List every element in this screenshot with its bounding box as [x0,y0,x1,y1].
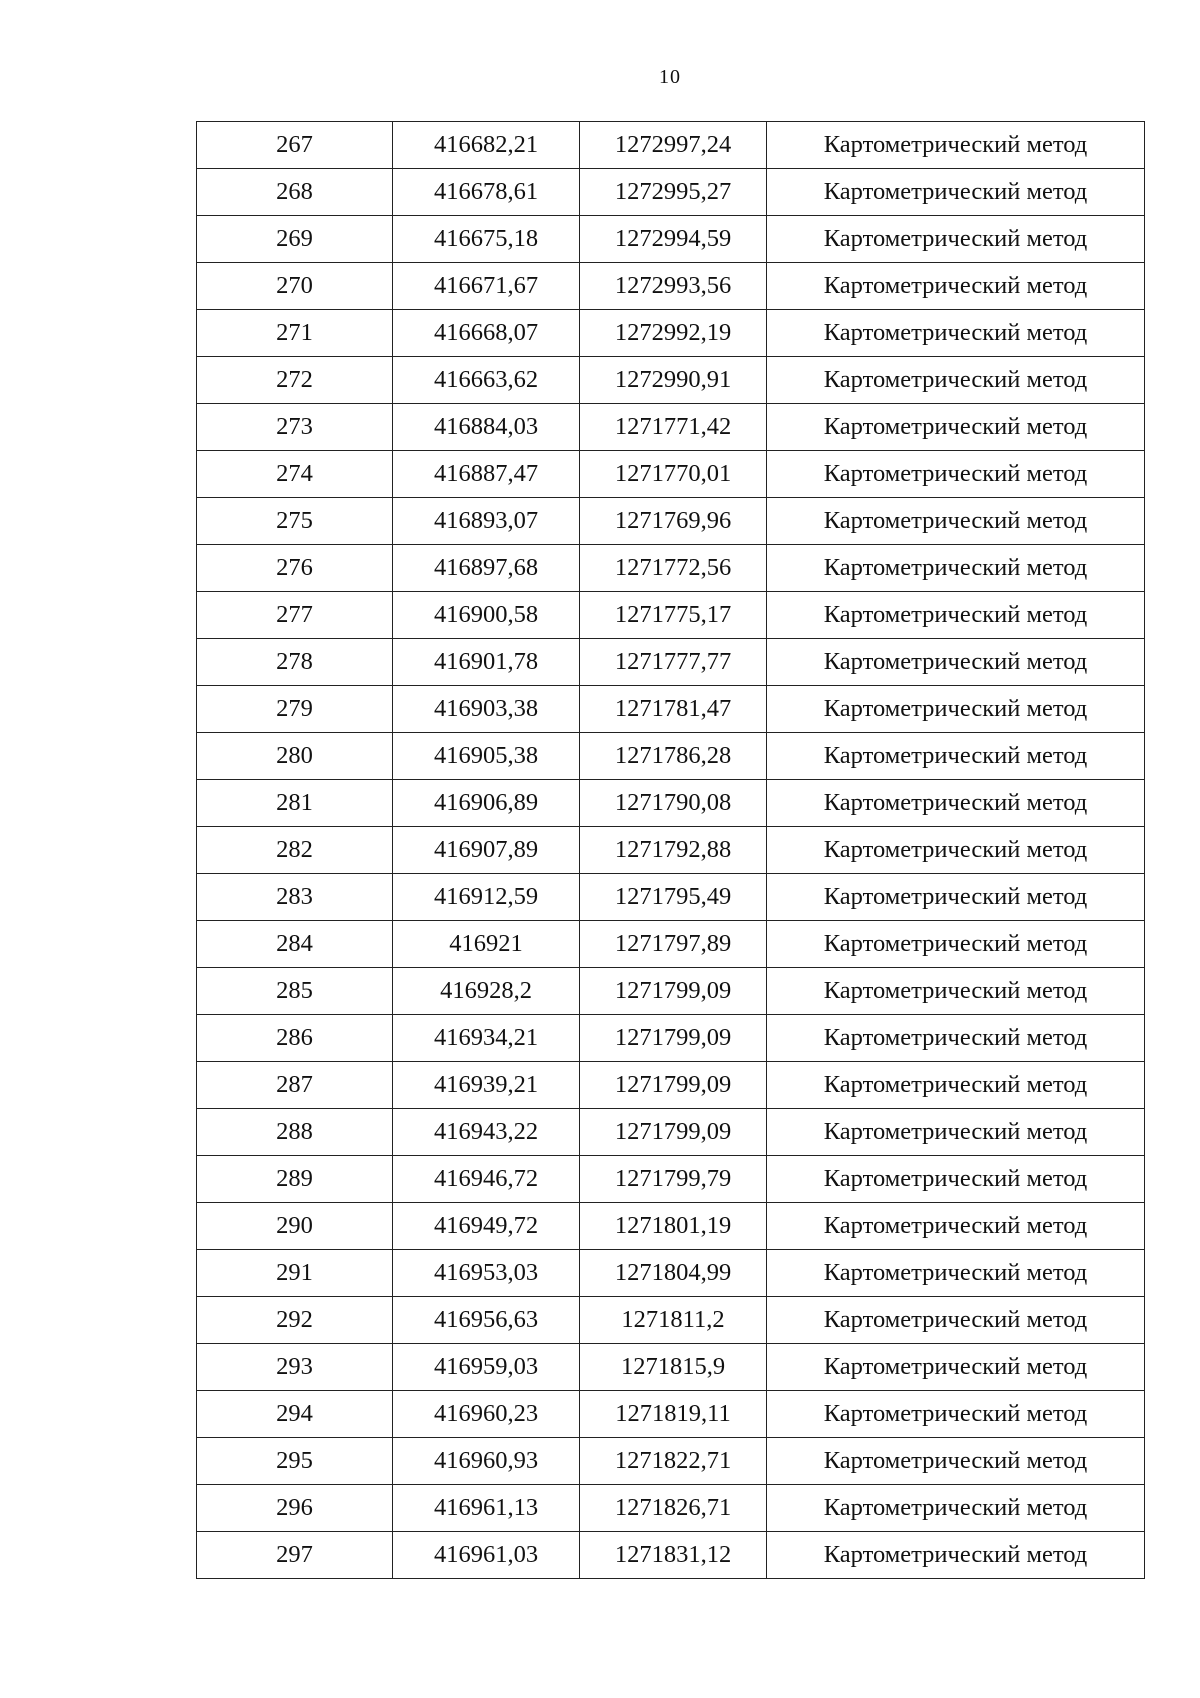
y-coordinate-cell: 1271799,09 [580,968,767,1015]
x-coordinate-cell: 416663,62 [393,357,580,404]
method-cell: Картометрический метод [767,263,1145,310]
point-number-cell: 281 [197,780,393,827]
x-coordinate-cell: 416905,38 [393,733,580,780]
x-coordinate-cell: 416953,03 [393,1250,580,1297]
point-number-cell: 290 [197,1203,393,1250]
x-coordinate-cell: 416675,18 [393,216,580,263]
x-coordinate-cell: 416934,21 [393,1015,580,1062]
y-coordinate-cell: 1271772,56 [580,545,767,592]
y-coordinate-cell: 1271799,09 [580,1062,767,1109]
y-coordinate-cell: 1271815,9 [580,1344,767,1391]
x-coordinate-cell: 416907,89 [393,827,580,874]
method-cell: Картометрический метод [767,216,1145,263]
x-coordinate-cell: 416887,47 [393,451,580,498]
method-cell: Картометрический метод [767,733,1145,780]
y-coordinate-cell: 1271790,08 [580,780,767,827]
x-coordinate-cell: 416901,78 [393,639,580,686]
y-coordinate-cell: 1271792,88 [580,827,767,874]
x-coordinate-cell: 416668,07 [393,310,580,357]
table-row [197,310,1145,357]
table-row [197,780,1145,827]
method-cell: Картометрический метод [767,1532,1145,1579]
x-coordinate-cell: 416960,93 [393,1438,580,1485]
table-row [197,1391,1145,1438]
x-coordinate-cell: 416906,89 [393,780,580,827]
method-cell: Картометрический метод [767,1109,1145,1156]
point-number-cell: 280 [197,733,393,780]
x-coordinate-cell: 416939,21 [393,1062,580,1109]
table-row [197,639,1145,686]
point-number-cell: 270 [197,263,393,310]
y-coordinate-cell: 1272995,27 [580,169,767,216]
x-coordinate-cell: 416678,61 [393,169,580,216]
x-coordinate-cell: 416946,72 [393,1156,580,1203]
y-coordinate-cell: 1271786,28 [580,733,767,780]
point-number-cell: 267 [197,122,393,169]
table-body [197,122,1145,1579]
method-cell: Картометрический метод [767,310,1145,357]
y-coordinate-cell: 1271781,47 [580,686,767,733]
point-number-cell: 284 [197,921,393,968]
table-row [197,169,1145,216]
y-coordinate-cell: 1271769,96 [580,498,767,545]
point-number-cell: 268 [197,169,393,216]
y-coordinate-cell: 1271775,17 [580,592,767,639]
method-cell: Картометрический метод [767,592,1145,639]
x-coordinate-cell: 416961,13 [393,1485,580,1532]
method-cell: Картометрический метод [767,357,1145,404]
point-number-cell: 297 [197,1532,393,1579]
table-row [197,263,1145,310]
y-coordinate-cell: 1272992,19 [580,310,767,357]
y-coordinate-cell: 1272993,56 [580,263,767,310]
point-number-cell: 272 [197,357,393,404]
table-row [197,1438,1145,1485]
table-row [197,1485,1145,1532]
y-coordinate-cell: 1271799,09 [580,1109,767,1156]
method-cell: Картометрический метод [767,451,1145,498]
table-row [197,968,1145,1015]
point-number-cell: 275 [197,498,393,545]
y-coordinate-cell: 1271799,79 [580,1156,767,1203]
y-coordinate-cell: 1271801,19 [580,1203,767,1250]
x-coordinate-cell: 416959,03 [393,1344,580,1391]
y-coordinate-cell: 1271770,01 [580,451,767,498]
method-cell: Картометрический метод [767,686,1145,733]
x-coordinate-cell: 416884,03 [393,404,580,451]
y-coordinate-cell: 1272990,91 [580,357,767,404]
table-row [197,451,1145,498]
table-row [197,921,1145,968]
method-cell: Картометрический метод [767,921,1145,968]
point-number-cell: 291 [197,1250,393,1297]
table-row [197,1532,1145,1579]
method-cell: Картометрический метод [767,1438,1145,1485]
x-coordinate-cell: 416960,23 [393,1391,580,1438]
y-coordinate-cell: 1271799,09 [580,1015,767,1062]
x-coordinate-cell: 416949,72 [393,1203,580,1250]
table-row [197,404,1145,451]
method-cell: Картометрический метод [767,1485,1145,1532]
method-cell: Картометрический метод [767,1344,1145,1391]
table-row [197,1109,1145,1156]
y-coordinate-cell: 1272994,59 [580,216,767,263]
method-cell: Картометрический метод [767,404,1145,451]
method-cell: Картометрический метод [767,1015,1145,1062]
method-cell: Картометрический метод [767,545,1145,592]
x-coordinate-cell: 416893,07 [393,498,580,545]
method-cell: Картометрический метод [767,874,1145,921]
table-row [197,498,1145,545]
table-row [197,1062,1145,1109]
x-coordinate-cell: 416900,58 [393,592,580,639]
method-cell: Картометрический метод [767,780,1145,827]
table-row [197,1344,1145,1391]
table-row [197,592,1145,639]
method-cell: Картометрический метод [767,122,1145,169]
point-number-cell: 285 [197,968,393,1015]
x-coordinate-cell: 416682,21 [393,122,580,169]
x-coordinate-cell: 416961,03 [393,1532,580,1579]
x-coordinate-cell: 416671,67 [393,263,580,310]
method-cell: Картометрический метод [767,1297,1145,1344]
table-row [197,216,1145,263]
table-row [197,1203,1145,1250]
table-row [197,1156,1145,1203]
point-number-cell: 279 [197,686,393,733]
method-cell: Картометрический метод [767,1250,1145,1297]
method-cell: Картометрический метод [767,1203,1145,1250]
table-row [197,874,1145,921]
y-coordinate-cell: 1271819,11 [580,1391,767,1438]
point-number-cell: 276 [197,545,393,592]
x-coordinate-cell: 416897,68 [393,545,580,592]
point-number-cell: 292 [197,1297,393,1344]
point-number-cell: 296 [197,1485,393,1532]
table-row [197,122,1145,169]
x-coordinate-cell: 416903,38 [393,686,580,733]
point-number-cell: 269 [197,216,393,263]
coordinates-table [196,121,1145,1579]
table-row [197,545,1145,592]
method-cell: Картометрический метод [767,498,1145,545]
table-row [197,686,1145,733]
table-row [197,1015,1145,1062]
x-coordinate-cell: 416921 [393,921,580,968]
method-cell: Картометрический метод [767,968,1145,1015]
point-number-cell: 287 [197,1062,393,1109]
x-coordinate-cell: 416928,2 [393,968,580,1015]
table-row [197,827,1145,874]
method-cell: Картометрический метод [767,827,1145,874]
y-coordinate-cell: 1272997,24 [580,122,767,169]
method-cell: Картометрический метод [767,169,1145,216]
point-number-cell: 283 [197,874,393,921]
point-number-cell: 289 [197,1156,393,1203]
table-row [197,733,1145,780]
point-number-cell: 278 [197,639,393,686]
method-cell: Картометрический метод [767,1391,1145,1438]
table-row [197,1297,1145,1344]
y-coordinate-cell: 1271797,89 [580,921,767,968]
y-coordinate-cell: 1271804,99 [580,1250,767,1297]
point-number-cell: 295 [197,1438,393,1485]
point-number-cell: 293 [197,1344,393,1391]
point-number-cell: 294 [197,1391,393,1438]
y-coordinate-cell: 1271771,42 [580,404,767,451]
y-coordinate-cell: 1271826,71 [580,1485,767,1532]
table-row [197,357,1145,404]
y-coordinate-cell: 1271822,71 [580,1438,767,1485]
point-number-cell: 286 [197,1015,393,1062]
method-cell: Картометрический метод [767,639,1145,686]
page-number: 10 [659,66,681,88]
x-coordinate-cell: 416912,59 [393,874,580,921]
table-row [197,1250,1145,1297]
method-cell: Картометрический метод [767,1062,1145,1109]
y-coordinate-cell: 1271811,2 [580,1297,767,1344]
x-coordinate-cell: 416956,63 [393,1297,580,1344]
point-number-cell: 277 [197,592,393,639]
y-coordinate-cell: 1271795,49 [580,874,767,921]
y-coordinate-cell: 1271831,12 [580,1532,767,1579]
point-number-cell: 271 [197,310,393,357]
point-number-cell: 273 [197,404,393,451]
point-number-cell: 288 [197,1109,393,1156]
point-number-cell: 282 [197,827,393,874]
x-coordinate-cell: 416943,22 [393,1109,580,1156]
point-number-cell: 274 [197,451,393,498]
method-cell: Картометрический метод [767,1156,1145,1203]
y-coordinate-cell: 1271777,77 [580,639,767,686]
